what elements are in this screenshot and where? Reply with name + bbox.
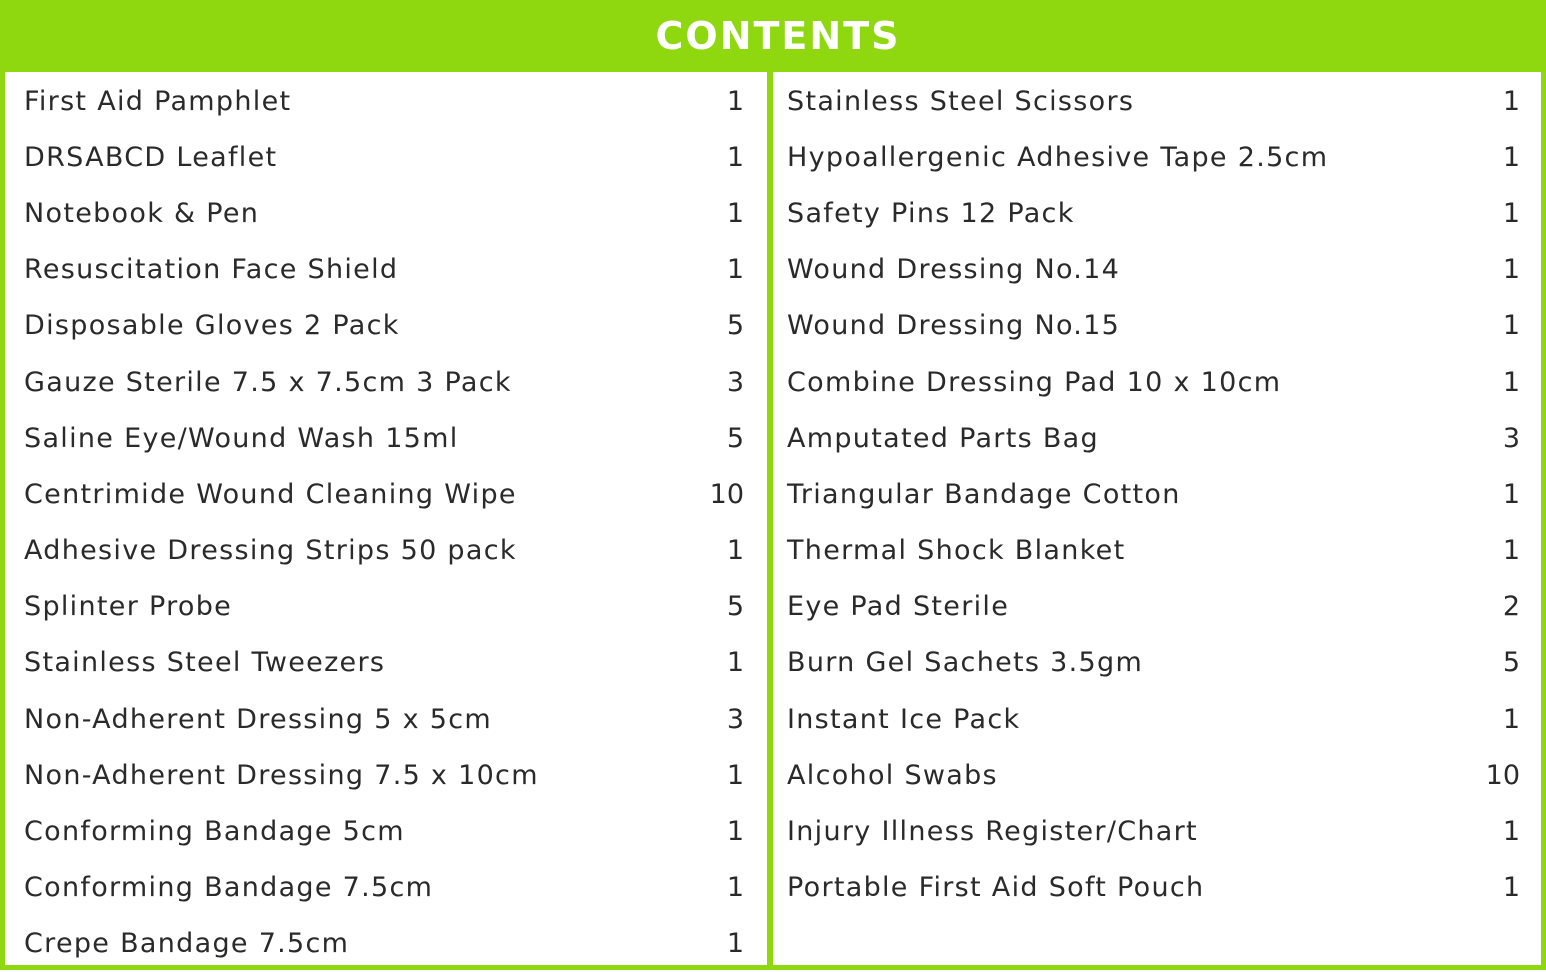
item-quantity: 1: [1502, 197, 1520, 229]
item-name: Non-Adherent Dressing 7.5 x 10cm: [24, 759, 539, 791]
list-item: [787, 185, 1520, 241]
list-item: [787, 242, 1520, 298]
item-quantity: 1: [1502, 872, 1520, 904]
list-item: [787, 354, 1520, 410]
item-quantity: 1: [1502, 254, 1520, 286]
item-quantity: 1: [1502, 85, 1520, 117]
item-quantity: 1: [726, 872, 744, 904]
list-item: [787, 298, 1520, 354]
item-quantity: 1: [726, 759, 744, 791]
item-name: Injury Illness Register/Chart: [787, 816, 1198, 848]
item-quantity: 1: [1502, 310, 1520, 342]
item-quantity: 1: [1502, 535, 1520, 567]
item-name: Thermal Shock Blanket: [787, 535, 1126, 567]
list-item: [24, 860, 744, 916]
list-item: [787, 691, 1520, 747]
item-quantity: 1: [726, 816, 744, 848]
list-item: [24, 298, 744, 354]
item-name: Notebook & Pen: [24, 197, 260, 229]
item-quantity: 3: [726, 703, 744, 735]
item-quantity: 1: [726, 928, 744, 960]
item-quantity: 10: [1485, 759, 1520, 791]
item-quantity: 2: [1502, 591, 1520, 623]
contents-title: CONTENTS: [655, 14, 901, 58]
item-name: DRSABCD Leaflet: [24, 141, 278, 173]
item-name: Disposable Gloves 2 Pack: [24, 310, 400, 342]
item-name: Conforming Bandage 7.5cm: [24, 872, 434, 904]
list-item: [787, 523, 1520, 579]
column-divider: [767, 70, 773, 970]
list-item: [24, 803, 744, 859]
item-quantity: 1: [726, 535, 744, 567]
item-name: Splinter Probe: [24, 591, 233, 623]
contents-header: [5, 0, 1546, 72]
list-item: [787, 860, 1520, 916]
list-item: [787, 635, 1520, 691]
item-quantity: 1: [1502, 141, 1520, 173]
list-item: [787, 747, 1520, 803]
list-item: [24, 185, 744, 241]
item-quantity: 1: [726, 647, 744, 679]
list-item: [24, 691, 744, 747]
item-name: Combine Dressing Pad 10 x 10cm: [787, 366, 1282, 398]
right-column: [787, 73, 1520, 916]
item-name: Hypoallergenic Adhesive Tape 2.5cm: [787, 141, 1329, 173]
item-name: Saline Eye/Wound Wash 15ml: [24, 422, 459, 454]
item-quantity: 1: [726, 197, 744, 229]
item-name: Resuscitation Face Shield: [24, 254, 399, 286]
item-name: Gauze Sterile 7.5 x 7.5cm 3 Pack: [24, 366, 512, 398]
left-column: [24, 73, 744, 972]
item-name: Non-Adherent Dressing 5 x 5cm: [24, 703, 492, 735]
item-name: Burn Gel Sachets 3.5gm: [787, 647, 1144, 679]
item-quantity: 5: [726, 422, 744, 454]
list-item: [24, 635, 744, 691]
list-item: [787, 73, 1520, 129]
list-item: [787, 129, 1520, 185]
item-quantity: 1: [1502, 366, 1520, 398]
list-item: [24, 916, 744, 972]
list-item: [787, 466, 1520, 522]
item-name: Wound Dressing No.14: [787, 254, 1121, 286]
list-item: [24, 129, 744, 185]
item-quantity: 1: [1502, 816, 1520, 848]
item-quantity: 3: [1502, 422, 1520, 454]
list-item: [787, 410, 1520, 466]
item-name: Crepe Bandage 7.5cm: [24, 928, 350, 960]
item-name: Stainless Steel Tweezers: [24, 647, 386, 679]
list-item: [24, 410, 744, 466]
item-quantity: 1: [726, 254, 744, 286]
item-quantity: 5: [726, 310, 744, 342]
item-name: Portable First Aid Soft Pouch: [787, 872, 1205, 904]
item-quantity: 1: [726, 85, 744, 117]
item-name: Amputated Parts Bag: [787, 422, 1099, 454]
item-quantity: 5: [1502, 647, 1520, 679]
item-name: Triangular Bandage Cotton: [787, 478, 1181, 510]
list-item: [787, 803, 1520, 859]
item-name: First Aid Pamphlet: [24, 85, 292, 117]
list-item: [787, 579, 1520, 635]
list-item: [24, 747, 744, 803]
item-name: Eye Pad Sterile: [787, 591, 1010, 623]
item-quantity: 10: [709, 478, 744, 510]
list-item: [24, 523, 744, 579]
list-item: [24, 354, 744, 410]
list-item: [24, 466, 744, 522]
item-name: Adhesive Dressing Strips 50 pack: [24, 535, 517, 567]
item-quantity: 3: [726, 366, 744, 398]
list-item: [24, 242, 744, 298]
item-name: Conforming Bandage 5cm: [24, 816, 405, 848]
item-name: Stainless Steel Scissors: [787, 85, 1135, 117]
item-name: Centrimide Wound Cleaning Wipe: [24, 478, 517, 510]
item-name: Safety Pins 12 Pack: [787, 197, 1075, 229]
item-name: Wound Dressing No.15: [787, 310, 1121, 342]
list-item: [24, 73, 744, 129]
item-quantity: 1: [726, 141, 744, 173]
item-quantity: 5: [726, 591, 744, 623]
item-quantity: 1: [1502, 478, 1520, 510]
item-name: Alcohol Swabs: [787, 759, 998, 791]
list-item: [24, 579, 744, 635]
item-name: Instant Ice Pack: [787, 703, 1021, 735]
item-quantity: 1: [1502, 703, 1520, 735]
